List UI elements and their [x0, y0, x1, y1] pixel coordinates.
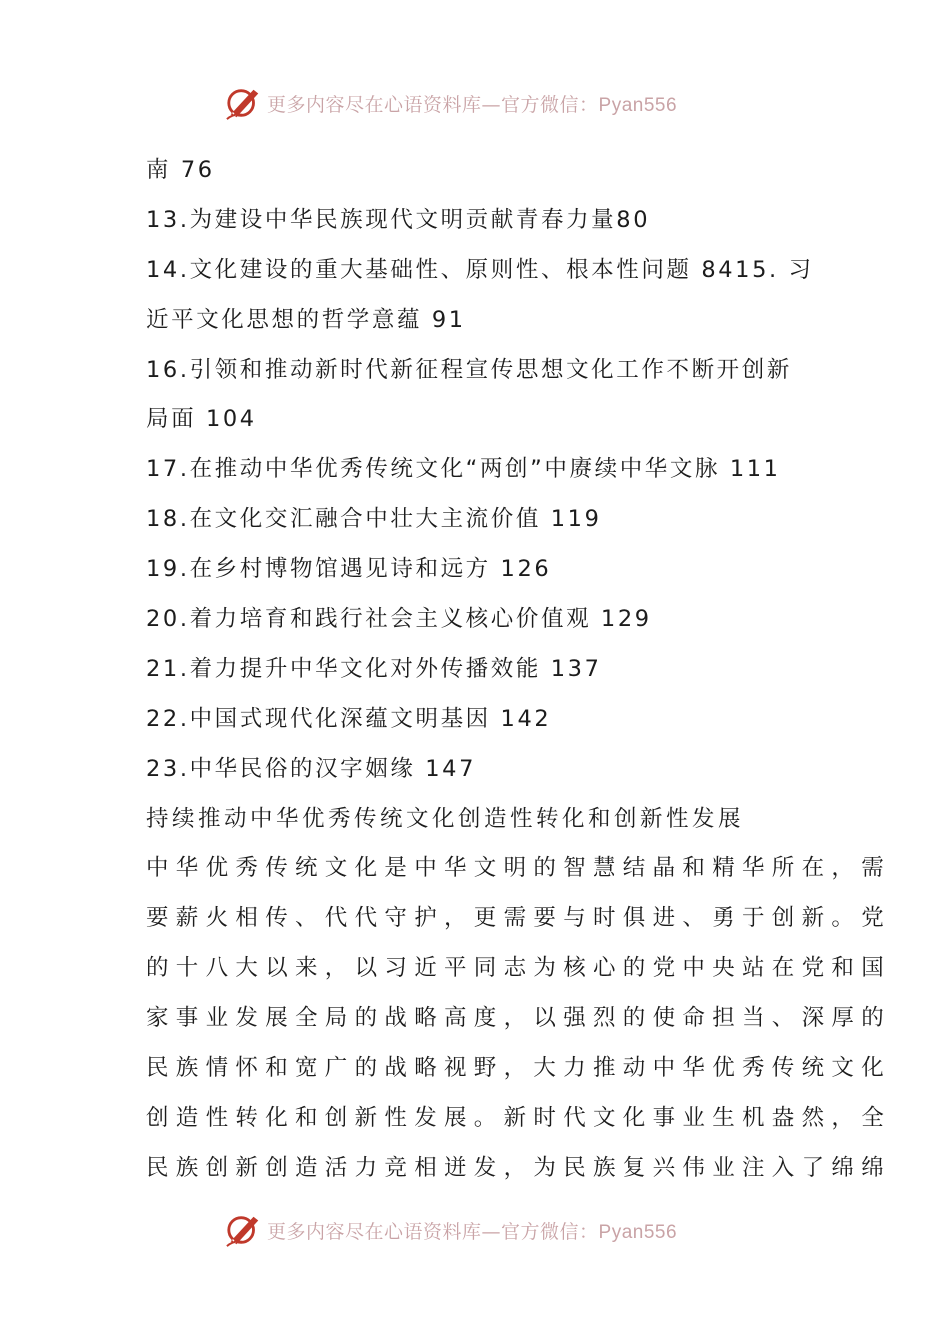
- header-banner-text: 更多内容尽在心语资料库—官方微信：Pyan556: [267, 93, 678, 116]
- paragraph-line: 家事业发展全局的战略高度，以强烈的使命担当、深厚的: [146, 1005, 892, 1032]
- header-watermark-banner: [225, 83, 745, 123]
- toc-line: 21.着力提升中华文化对外传播效能 137: [146, 655, 602, 682]
- toc-line: 23.中华民俗的汉字姻缘 147: [146, 755, 476, 782]
- pen-logo-icon: [225, 84, 263, 122]
- toc-line: 局面 104: [146, 406, 257, 433]
- section-title: 持续推动中华优秀传统文化创造性转化和创新性发展: [146, 805, 745, 832]
- toc-line: 18.在文化交汇融合中壮大主流价值 119: [146, 506, 602, 533]
- paragraph-line: 中华优秀传统文化是中华文明的智慧结晶和精华所在，需: [146, 855, 892, 882]
- pen-logo-icon: [225, 1211, 263, 1249]
- document-body: [146, 146, 892, 1194]
- footer-banner-text: 更多内容尽在心语资料库—官方微信：Pyan556: [267, 1220, 678, 1243]
- paragraph-line: 民族创新创造活力竞相迸发，为民族复兴伟业注入了绵绵: [146, 1154, 892, 1181]
- toc-line: 14.文化建设的重大基础性、原则性、根本性问题 8415. 习: [146, 256, 814, 283]
- toc-line: 22.中国式现代化深蕴文明基因 142: [146, 705, 552, 732]
- paragraph-line: 要薪火相传、代代守护，更需要与时俱进、勇于创新。党: [146, 905, 892, 932]
- toc-line: 近平文化思想的哲学意蕴 91: [146, 306, 466, 333]
- toc-line: 南 76: [146, 157, 215, 183]
- footer-watermark-banner: [225, 1210, 745, 1250]
- footer-brand: Pyan556: [598, 1221, 678, 1243]
- paragraph-line: 创造性转化和创新性发展。新时代文化事业生机盎然，全: [146, 1104, 892, 1131]
- toc-line: 20.着力培育和践行社会主义核心价值观 129: [146, 606, 652, 633]
- toc-line: 17.在推动中华优秀传统文化“两创”中赓续中华文脉 111: [146, 456, 781, 483]
- toc-line: 16.引领和推动新时代新征程宣传思想文化工作不断开创新: [146, 356, 792, 383]
- paragraph-line: 民族情怀和宽广的战略视野，大力推动中华优秀传统文化: [146, 1055, 892, 1082]
- toc-line: 19.在乡村博物馆遇见诗和远方 126: [146, 556, 552, 583]
- paragraph-line: 的十八大以来，以习近平同志为核心的党中央站在党和国: [146, 955, 892, 982]
- toc-line: 13.为建设中华民族现代文明贡献青春力量80: [146, 206, 651, 233]
- header-brand: Pyan556: [598, 94, 678, 116]
